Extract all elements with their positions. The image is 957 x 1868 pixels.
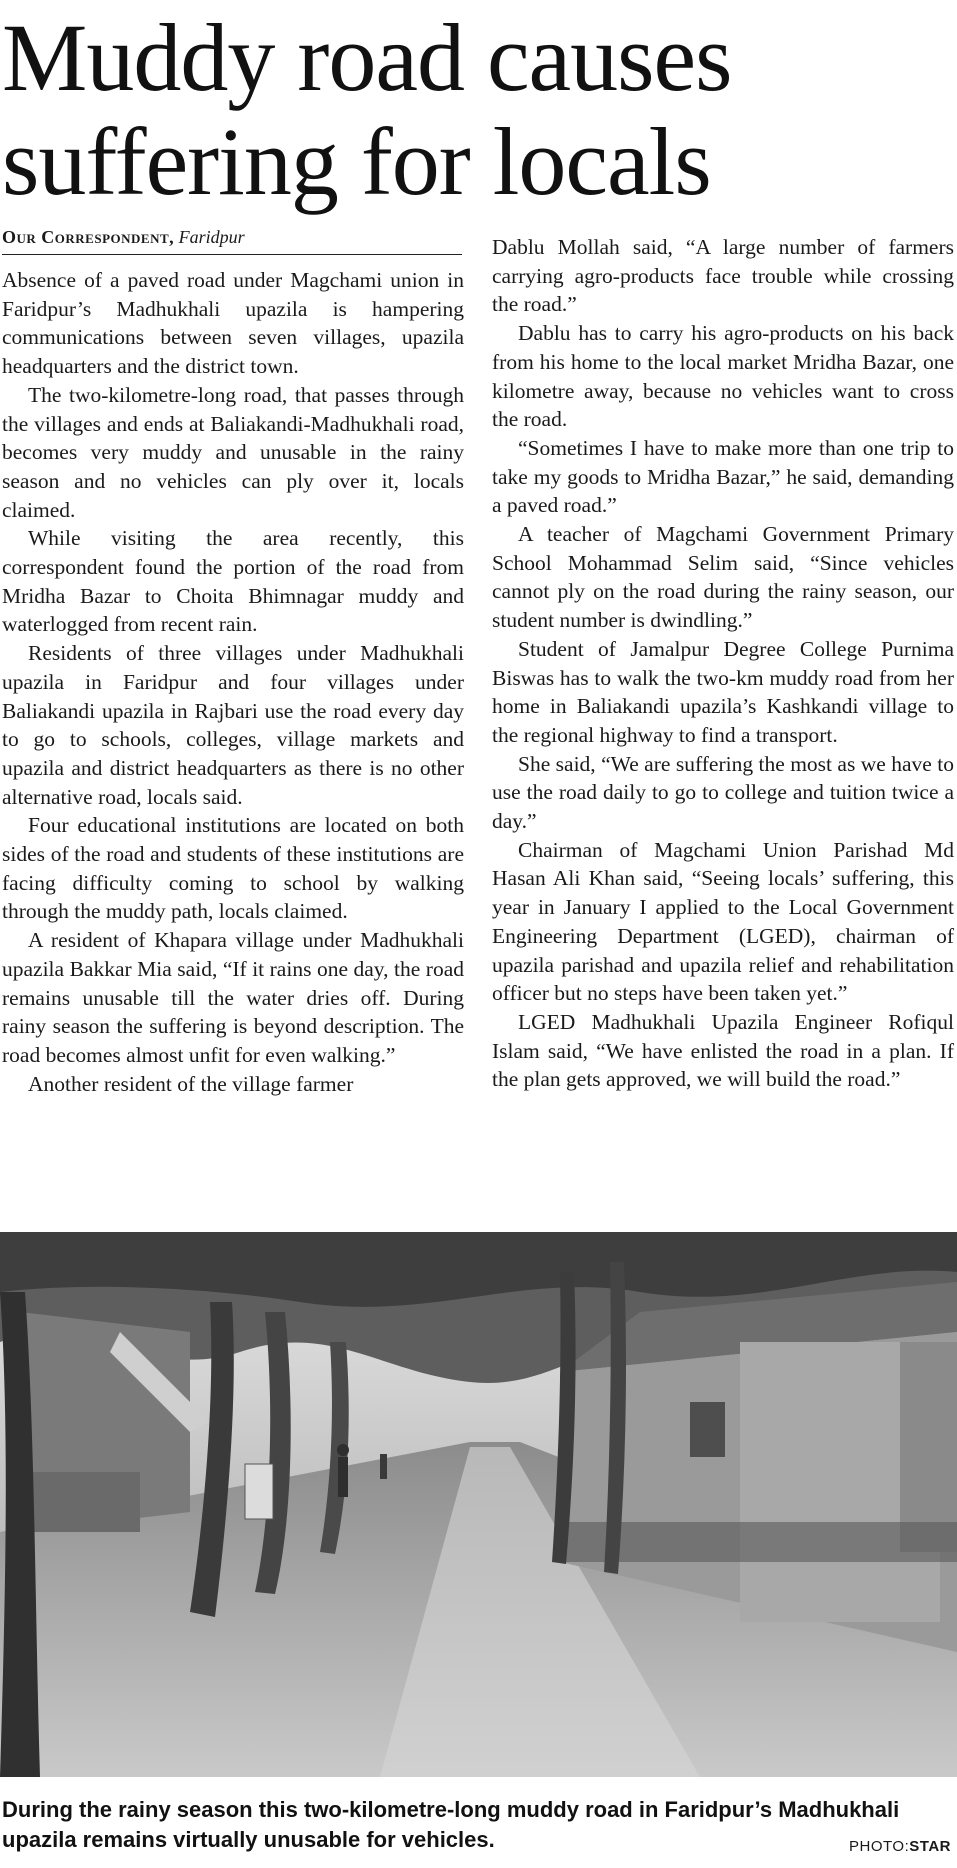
photo-credit-source: STAR <box>909 1838 951 1855</box>
paragraph: She said, “We are suffering the most as we have to use the road daily to go to college and tuition twice a day.” <box>492 751 954 834</box>
paragraph: “Sometimes I have to make more than one trip to take my goods to Mridha Bazar,” he said, demanding a paved road.” <box>492 435 954 518</box>
paragraph: A resident of Khapara village under Madhukhali upazila Bakkar Mia said, “If it rains one day, the road remains unusable till the water dries off. During rainy season the suffering is beyond description. The road becomes almost unfit for even walking.” <box>2 928 464 1067</box>
article-column-right <box>492 233 954 1094</box>
article-column-left <box>2 266 464 1098</box>
byline-location: Faridpur <box>178 227 245 247</box>
article-photo <box>0 1232 957 1777</box>
paragraph: Dablu has to carry his agro-products on his back from his home to the local market Mridha Bazar, one kilometre away, because no vehicles want to cross the road. <box>492 321 954 432</box>
paragraph: Dablu Mollah said, “A large number of farmers carrying agro-products face trouble while crossing the road.” <box>492 235 954 317</box>
paragraph: LGED Madhukhali Upazila Engineer Rofiqul Islam said, “We have enlisted the road in a plan. If the plan gets approved, we will build the road.” <box>492 1009 954 1092</box>
article-headline: Muddy road causes suffering for locals <box>2 4 732 215</box>
photo-caption: During the rainy season this two-kilometre-long muddy road in Faridpur’s Madhukhali upazila remains virtually unusable for vehicles. <box>2 1797 900 1852</box>
photo-credit-label: PHOTO: <box>849 1838 910 1855</box>
photo-credit <box>849 1838 951 1855</box>
paragraph: Residents of three villages under Madhukhali upazila in Faridpur and four villages under Baliakandi upazila in Rajbari use the road every day to go to schools, colleges, village markets and upazila and district headquarters as there is no other alternative road, locals said. <box>2 641 464 809</box>
paragraph: Chairman of Magchami Union Parishad Md Hasan Ali Khan said, “Seeing locals’ suffering, this year in January I applied to the Local Government Engineering Department (LGED), chairman of upazila parishad and upazila relief and rehabilitation officer but no steps have been taken yet.” <box>492 837 954 1006</box>
paragraph: The two-kilometre-long road, that passes through the villages and ends at Baliakandi-Madhukhali road, becomes very muddy and unusable in the rainy season and no vehicles can ply over it, locals claimed. <box>2 382 464 522</box>
paragraph: Absence of a paved road under Magchami union in Faridpur’s Madhukhali upazila is hampering communications between seven villages, upazila headquarters and the district town. <box>2 268 464 379</box>
paragraph: Another resident of the village farmer <box>28 1071 354 1096</box>
paragraph: While visiting the area recently, this correspondent found the portion of the road from Mridha Bazar to Choita Bhimnagar muddy and waterlogged from recent rain. <box>2 526 464 637</box>
byline <box>2 227 462 255</box>
paragraph: Four educational institutions are located on both sides of the road and students of these institutions are facing difficulty coming to school by walking through the muddy path, locals claimed. <box>2 813 464 924</box>
paragraph: A teacher of Magchami Government Primary School Mohammad Selim said, “Since vehicles cannot ply on the road during the rainy season, our student number is dwindling.” <box>492 522 954 633</box>
paragraph: Student of Jamalpur Degree College Purnima Biswas has to walk the two-km muddy road from her home in Baliakandi upazila’s Kashkandi village to the regional highway to find a transport. <box>492 636 954 747</box>
byline-author: Our Correspondent, <box>2 227 175 247</box>
